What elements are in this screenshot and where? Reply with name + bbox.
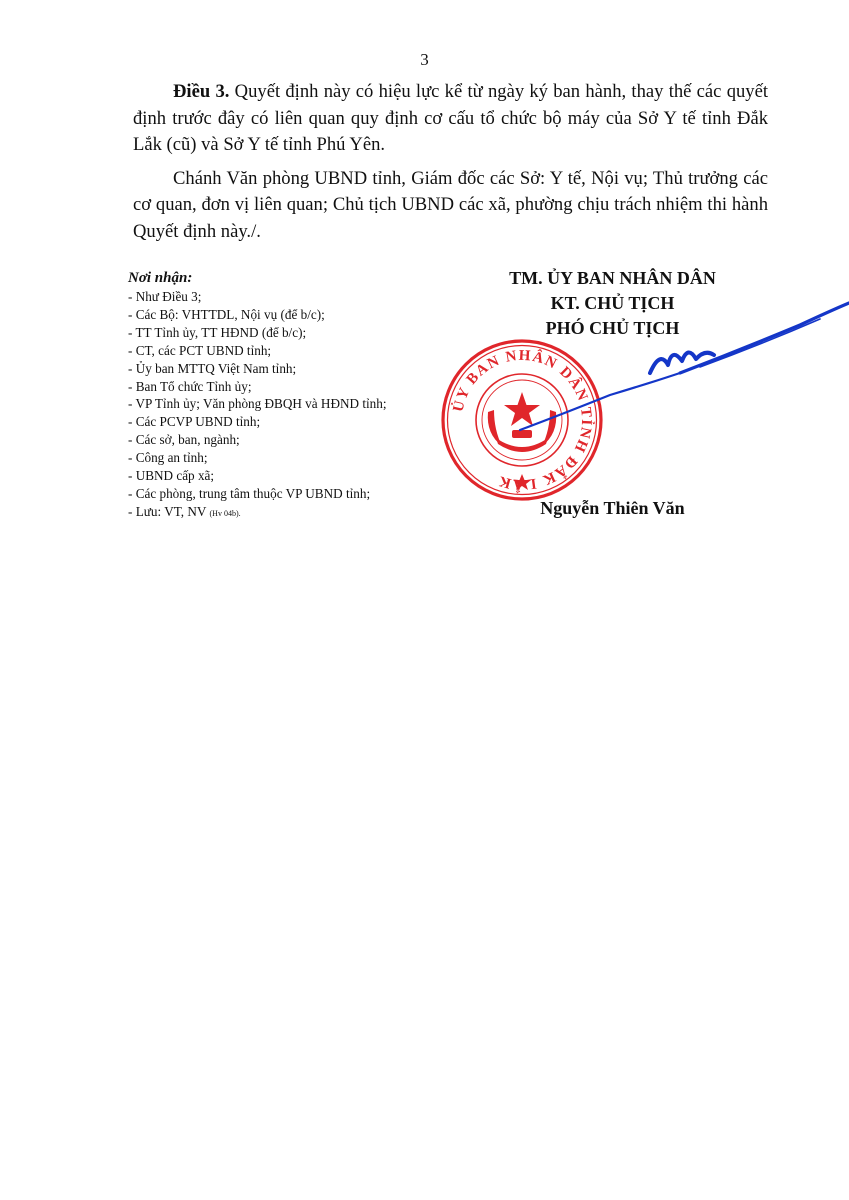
recipient-item: - Ban Tổ chức Tỉnh ủy; — [128, 378, 252, 394]
archive-code: (Hv 04b). — [209, 508, 241, 518]
signer-name: Nguyễn Thiên Văn — [540, 498, 685, 518]
recipient-item: - Như Điều 3; — [128, 289, 202, 304]
recipient-item: - UBND cấp xã; — [128, 468, 215, 484]
recipients-title: Nơi nhận: — [128, 270, 193, 286]
signature-title-line2: KT. CHỦ TỊCH — [550, 293, 675, 313]
handwritten-signature — [500, 295, 849, 435]
recipient-item: - Các phòng, trung tâm thuộc VP UBND tỉnh; — [128, 485, 371, 501]
recipient-item: - Ủy ban MTTQ Việt Nam tỉnh; — [128, 360, 297, 376]
signature-title-line3: PHÓ CHỦ TỊCH — [545, 318, 680, 338]
recipient-item: - Các PCVP UBND tỉnh; — [128, 414, 261, 430]
recipient-item: - Công an tỉnh; — [128, 450, 208, 466]
article-text: Quyết định này có hiệu lực kể từ ngày ký ban hành, thay thế các quyết định trước đây có liên quan quy định cơ cấu tổ chức bộ máy của Sở Y tế tỉnh Đắk Lắk (cũ) và Sở Y tế tỉnh Phú Yên. — [133, 81, 769, 155]
recipient-item: - VP Tỉnh ủy; Văn phòng ĐBQH và HĐND tỉnh; — [128, 396, 387, 412]
emblem-ribbon — [496, 438, 548, 452]
archive-label: - Lưu: VT, NV — [128, 503, 207, 519]
seal-text: ỦY BAN NHÂN DÂN TỈNH ĐẮK LẮK — [450, 347, 595, 493]
page-number: 3 — [420, 50, 429, 69]
implementation-paragraph: Chánh Văn phòng UBND tỉnh, Giám đốc các Sở: Y tế, Nội vụ; Thủ trưởng các cơ quan, đơn vị liên quan; Chủ tịch UBND các xã, phường chịu trách nhiệm thi hành Quyết định này./. — [133, 167, 768, 242]
recipients-list — [128, 270, 458, 523]
recipient-item: - CT, các PCT UBND tỉnh; — [128, 342, 272, 358]
article-3-paragraph — [133, 79, 768, 159]
recipient-item: - Các Bộ: VHTTDL, Nội vụ (để b/c); — [128, 306, 325, 322]
recipient-item: - TT Tỉnh ủy, TT HĐND (để b/c); — [128, 324, 307, 340]
signature-title-line1: TM. ỦY BAN NHÂN DÂN — [509, 268, 716, 288]
recipient-item-archive — [128, 503, 458, 523]
recipient-item: - Các sở, ban, ngành; — [128, 432, 240, 448]
document-body — [133, 79, 768, 252]
article-label: Điều 3. — [173, 81, 230, 102]
